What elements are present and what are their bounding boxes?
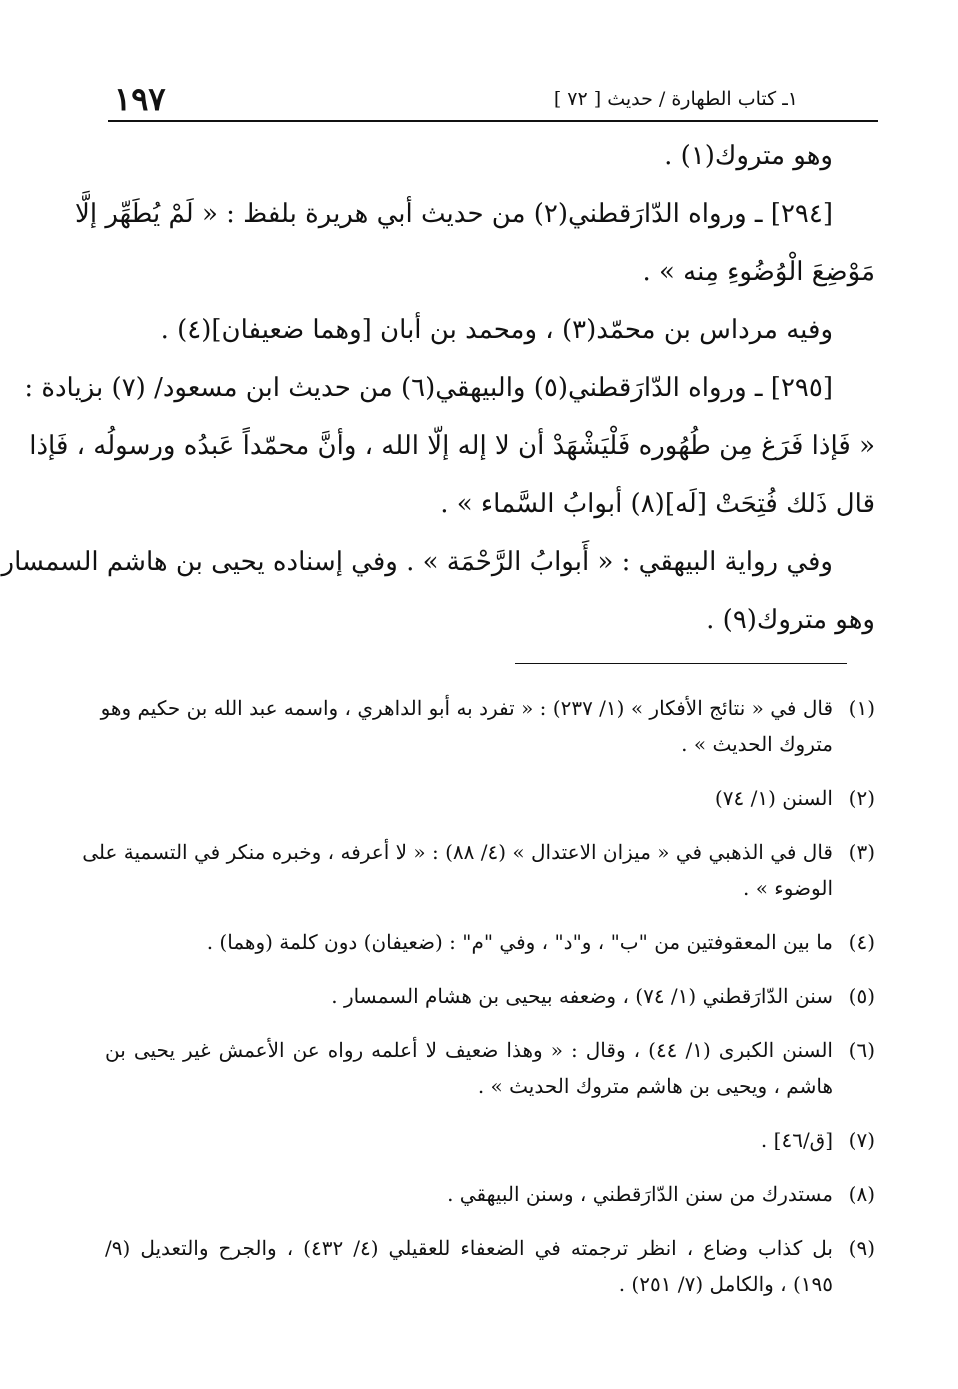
footnote-text xyxy=(105,978,833,1014)
footnotes xyxy=(82,690,875,1320)
footnote-item xyxy=(105,780,875,816)
footnote-text xyxy=(101,690,833,762)
footnote-item xyxy=(82,834,875,906)
footnote-line: [ق/٤٦] . xyxy=(760,1128,833,1152)
page-number: ١٩٧ xyxy=(114,80,166,118)
footnote-text xyxy=(105,780,833,816)
footnote-text xyxy=(82,834,833,906)
footnote-item xyxy=(105,1032,875,1104)
footnote-number: (٥) xyxy=(848,984,875,1008)
footnote-number: (٧) xyxy=(848,1128,875,1152)
main-text xyxy=(1,138,875,660)
text-line: وفي رواية البيهقي : « أَبوابُ الرَّحْمَة » . وفي إسناده يحيى بن هاشم السمسار xyxy=(1,547,833,577)
footnote-item xyxy=(105,1230,875,1302)
footnote-line: السنن (١/ ٧٤) xyxy=(714,786,833,810)
footnote-item xyxy=(100,690,875,762)
footnote-number: (٨) xyxy=(848,1182,875,1206)
text-line: وهو متروك(٩) . xyxy=(706,605,875,635)
footnote-line: بل كذاب وضاع ، انظر ترجمته في الضعفاء للعقيلي (٤/ ٤٣٢) ، والجرح والتعديل (٩/ xyxy=(105,1236,833,1260)
footnote-text xyxy=(105,924,833,960)
footnote-item xyxy=(105,1176,875,1212)
footnote-number: (٩) xyxy=(848,1236,875,1260)
footnote-line: ١٩٥) ، والكامل (٧/ ٢٥١) . xyxy=(618,1272,833,1296)
footnote-number: (٦) xyxy=(848,1038,875,1062)
footnote-item xyxy=(105,924,875,960)
footnote-number: (١) xyxy=(848,696,875,720)
footnote-line: هاشم ، ويحيى بن هاشم متروك الحديث » . xyxy=(477,1074,833,1098)
footnote-text xyxy=(105,1032,833,1104)
text-line: « فَإذا فَرَغ مِن طُهُوره فَلْيَشْهَدْ أن لا إله إلّا الله ، وأنَّ محمّداً عَبدُه ورسولُه ، فَإذا xyxy=(29,431,875,461)
text-line: وفيه مرداس بن محمّد(٣) ، ومحمد بن أبان [وهما ضعيفان](٤) . xyxy=(160,315,833,345)
text-line: [٢٩٥] ـ ورواه الدّارَقطني(٥) والبيهقي(٦) من حديث ابن مسعود/ (٧) بزيادة : xyxy=(24,373,833,403)
footnote-line: السنن الكبرى (١/ ٤٤) ، وقال : « وهذا ضعيف لا أعلمه رواه عن الأعمش غير يحيى بن xyxy=(105,1038,833,1062)
footnote-line: سنن الدّارَقطني (١/ ٧٤) ، وضعفه بيحيى بن هشام السمسار . xyxy=(331,984,833,1008)
footnote-line: ما بين المعقوفتين من "ب" ، و"د" ، وفي "م" : (ضعيفان) دون كلمة (وهما) . xyxy=(206,930,833,954)
footnote-number: (٣) xyxy=(848,840,875,864)
running-head: ١ـ كتاب الطهارة / حديث [ ٧٢ ] xyxy=(553,88,798,110)
footnote-text xyxy=(105,1230,833,1302)
footnote-text xyxy=(105,1176,833,1212)
text-line: وهو متروك(١) . xyxy=(664,141,833,171)
footnote-number: (٢) xyxy=(848,786,875,810)
footnote-line: مستدرك من سنن الدّارَقطني ، وسنن البيهقي . xyxy=(447,1182,833,1206)
footnote-line: متروك الحديث » . xyxy=(681,732,833,756)
footnote-line: قال في « نتائج الأفكار » (١/ ٢٣٧) : « تفرد به أبو الداهري ، واسمه عبد الله بن حكيم وهو xyxy=(100,696,833,720)
text-line: قال ذَلك فُتِحَتْ [لَه](٨) أبوابُ السَّماء » . xyxy=(440,489,875,519)
footnote-item xyxy=(105,1122,875,1158)
footnote-line: الوضوء » . xyxy=(742,876,833,900)
footnote-line: قال في الذهبي في « ميزان الاعتدال » (٤/ ٨٨) : « لا أعرفه ، وخبره منكر في التسمية على xyxy=(82,840,833,864)
footnote-number: (٤) xyxy=(848,930,875,954)
footnote-item xyxy=(105,978,875,1014)
page-header xyxy=(108,74,878,122)
footnote-text xyxy=(105,1122,833,1158)
text-line: [٢٩٤] ـ ورواه الدّارَقطني(٢) من حديث أبي هريرة بلفظ : « لَمْ يُطَهِّر إلَّا xyxy=(75,199,833,229)
text-line: مَوْضِعَ الْوُضُوءِ مِنه » . xyxy=(642,257,875,287)
header-rule xyxy=(108,120,878,122)
footnote-separator xyxy=(515,663,847,664)
